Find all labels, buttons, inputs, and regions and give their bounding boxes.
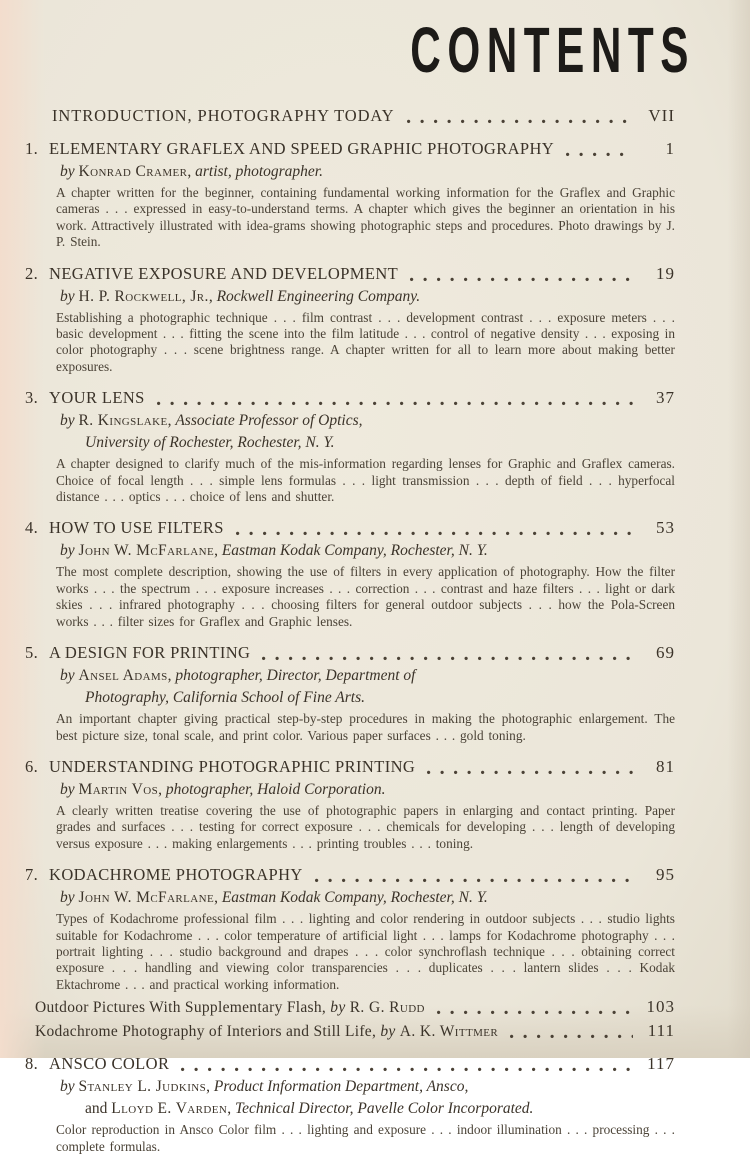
- text-segment: Photography, California School of Fine Arts.: [85, 689, 366, 707]
- entry-author-line: [60, 411, 675, 430]
- entry-title: UNDERSTANDING PHOTOGRAPHIC PRINTING: [49, 756, 416, 776]
- sub-entry-page-number: 103: [646, 997, 675, 1017]
- entry-description: An important chapter giving practical step-by-step procedures in making the photographic enlargement. The best picture size, tonal scale, and print color. Various paper surfaces . . . gold toning.: [56, 711, 675, 743]
- dot-leader: [437, 997, 633, 1017]
- toc-entry: [25, 139, 675, 251]
- text-segment: ,: [227, 1100, 235, 1118]
- entry-authors: [25, 888, 675, 907]
- entry-author-line: [85, 1099, 675, 1118]
- author-name: R. G. Rudd: [349, 999, 425, 1017]
- toc-intro-row: [52, 106, 675, 126]
- text-segment: ,: [158, 780, 166, 798]
- dot-leader: [410, 264, 633, 284]
- dot-leader: [315, 865, 633, 885]
- entry-description: The most complete description, showing the use of filters in every application of photography. How the filter works . . . the spectrum . . . exposure increases . . . correction . . . contrast and haze filters . . . light or dark skies . . . infrared photography . . . choosing filters for general outdoor subjects . . . how the Pola-Screen works . . . filter sizes for Graflex and Graphic lenses.: [56, 564, 675, 629]
- entry-title: KODACHROME PHOTOGRAPHY: [49, 865, 303, 885]
- author-name: John W. McFarlane: [78, 889, 215, 907]
- text-segment: ,: [214, 542, 222, 560]
- entry-heading-row: [25, 1054, 675, 1074]
- dot-leader: [510, 1021, 633, 1041]
- entry-author-line: [85, 688, 675, 707]
- text-segment: by: [60, 780, 79, 798]
- text-segment: artist, photographer.: [195, 163, 323, 180]
- entry-author-line: [60, 888, 675, 907]
- entry-authors: [25, 287, 675, 306]
- toc-entries: [25, 139, 675, 1155]
- entry-author-line: [60, 541, 675, 560]
- entry-description: Establishing a photographic technique . . . film contrast . . . development contrast . . . exposure meters . . . basic development . . . fitting the scene into the film latitude . . . control of negative density . . . exposing in color photography . . . scene brightness range. A chapter written for all to learn more about making better exposures.: [56, 309, 675, 374]
- author-name: Lloyd E. Varden: [111, 1100, 228, 1118]
- intro-page-number: VII: [648, 106, 675, 125]
- sub-entry-title: [35, 1023, 498, 1041]
- author-name: Ansel Adams: [78, 667, 168, 685]
- entry-title: HOW TO USE FILTERS: [49, 518, 224, 538]
- entry-number: 8.: [25, 1054, 39, 1074]
- entry-description: Types of Kodachrome professional film . . . lighting and color rendering in outdoor subjects . . . studio lights suitable for Kodachrome . . . color temperature of artificial light . . . lamps for Kodachrome photography . . . portrait lighting . . . studio background and drapes . . . color synchroflash technique . . . obtaining correct exposure . . . handling and viewing color transparencies . . . duplicates . . . lantern slides . . . Kodak Ektachrome . . . and practical working information.: [56, 911, 675, 992]
- entry-heading-row: [25, 388, 675, 408]
- text-segment: by: [60, 1078, 79, 1096]
- entry-page-number: 53: [656, 518, 675, 538]
- entry-heading-row: [25, 757, 675, 777]
- entry-title: YOUR LENS: [49, 388, 145, 408]
- text-segment: Eastman Kodak Company, Rochester, N. Y.: [221, 542, 488, 560]
- entry-page-number: 81: [656, 756, 675, 776]
- entry-description: Color reproduction in Ansco Color film . . . lighting and exposure . . . indoor illumination . . . processing . . . complete formulas.: [56, 1122, 675, 1154]
- text-segment: Rockwell Engineering Company.: [216, 287, 421, 305]
- entry-authors: [25, 541, 675, 560]
- entry-number: 6.: [25, 756, 39, 776]
- text-segment: Associate Professor of Optics,: [175, 412, 363, 430]
- entry-page-number: 95: [656, 865, 675, 885]
- entry-page-number: 69: [656, 643, 675, 663]
- dot-leader: [157, 388, 633, 408]
- entry-authors: [25, 780, 675, 799]
- entry-description: A chapter designed to clarify much of the mis-information regarding lenses for Graphic and Graflex cameras. Choice of focal length . . . simple lens formulas . . . light transmission . . . depth of field . . . hyperfocal distance . . . optics . . . choice of lens and shutter.: [56, 456, 675, 505]
- author-name: John W. McFarlane: [78, 542, 215, 560]
- author-name: H. P. Rockwell, Jr.: [78, 287, 209, 305]
- entry-title: ANSCO COLOR: [49, 1054, 170, 1074]
- text-segment: Outdoor Pictures With Supplementary Flash,: [35, 999, 331, 1017]
- entry-authors: [25, 1077, 675, 1118]
- entry-authors: [25, 162, 675, 181]
- sub-entry-title: [35, 999, 425, 1017]
- entry-title: NEGATIVE EXPOSURE AND DEVELOPMENT: [49, 263, 399, 283]
- entry-number: 4.: [25, 518, 39, 538]
- entry-page-number: 117: [647, 1054, 675, 1074]
- text-segment: Eastman Kodak Company, Rochester, N. Y.: [221, 889, 488, 907]
- entry-title: A DESIGN FOR PRINTING: [49, 643, 251, 663]
- entry-number: 5.: [25, 643, 39, 663]
- entry-number: 2.: [25, 263, 39, 283]
- entry-description: A chapter written for the beginner, containing fundamental working information for the Graflex and Graphic cameras . . . expressed in easy-to-understand terms. A chapter which gives the beginner an orientation in his work. Attractively illustrated with idea-grams showing photographic steps and procedures. Photo drawings by J. P. Stein.: [56, 185, 675, 250]
- toc-entry: [25, 643, 675, 744]
- entry-author-line: [85, 433, 675, 452]
- text-segment: photographer, Director, Department of: [175, 667, 416, 685]
- dot-leader: [262, 643, 633, 663]
- entry-author-line: [60, 287, 675, 306]
- text-segment: photographer, Haloid Corporation.: [165, 780, 386, 798]
- text-segment: by: [60, 889, 79, 907]
- toc-entry: [25, 264, 675, 376]
- text-segment: ,: [206, 1078, 214, 1096]
- text-segment: Kodachrome Photography of Interiors and Still Life,: [35, 1023, 381, 1041]
- entry-description: A clearly written treatise covering the use of photographic papers in enlarging and contact printing. Paper grades and surfaces . . . testing for correct exposure . . . chemicals for developing . . . length of developing versus exposure . . . making enlargements . . . printing troubles . . . toning.: [56, 802, 675, 851]
- text-segment: Product Information Department, Ansco,: [213, 1078, 469, 1096]
- dot-leader: [181, 1054, 633, 1074]
- entry-title: ELEMENTARY GRAFLEX AND SPEED GRAPHIC PHOTOGRAPHY: [49, 139, 555, 158]
- author-name: Konrad Cramer: [78, 163, 188, 180]
- entry-number: 1.: [25, 139, 39, 158]
- intro-label: INTRODUCTION, PHOTOGRAPHY TODAY: [52, 106, 395, 125]
- toc-entry: [25, 757, 675, 852]
- text-segment: by: [60, 287, 79, 305]
- toc-sub-entry-row: [35, 997, 675, 1017]
- entry-author-line: [60, 162, 675, 181]
- page-title: CONTENTS: [410, 14, 695, 86]
- author-name: Stanley L. Judkins: [78, 1078, 207, 1096]
- text-segment: by: [60, 412, 79, 430]
- entry-number: 3.: [25, 388, 39, 408]
- dot-leader: [427, 757, 633, 777]
- toc-entry: [25, 388, 675, 505]
- entry-heading-row: [25, 518, 675, 538]
- toc-sub-entry-row: [35, 1021, 675, 1041]
- text-segment: and: [85, 1100, 112, 1118]
- text-segment: University of Rochester, Rochester, N. Y.: [85, 434, 335, 452]
- entry-author-line: [60, 666, 675, 685]
- entry-page-number: 1: [665, 139, 675, 158]
- text-segment: by: [60, 163, 79, 180]
- entry-authors: [25, 666, 675, 707]
- entry-page-number: 19: [656, 263, 675, 283]
- toc-entry: [25, 865, 675, 1041]
- author-name: R. Kingslake: [78, 412, 168, 430]
- text-segment: by: [380, 1023, 400, 1041]
- text-segment: by: [60, 542, 79, 560]
- text-segment: by: [330, 999, 350, 1017]
- dot-leader: [566, 139, 633, 159]
- text-segment: by: [60, 667, 79, 685]
- toc-entry: [25, 1054, 675, 1155]
- sub-entry-page-number: 111: [647, 1021, 675, 1041]
- entry-extra-rows: [25, 997, 675, 1041]
- toc-entry: [25, 518, 675, 630]
- entry-number: 7.: [25, 865, 39, 885]
- text-segment: ,: [214, 889, 222, 907]
- entry-heading-row: [25, 643, 675, 663]
- author-name: A. K. Wittmer: [399, 1023, 499, 1041]
- entry-heading-row: [25, 139, 675, 159]
- entry-heading-row: [25, 264, 675, 284]
- text-segment: ,: [187, 163, 196, 180]
- text-segment: ,: [208, 287, 217, 305]
- entry-heading-row: [25, 865, 675, 885]
- entry-author-line: [60, 1077, 675, 1096]
- entry-authors: [25, 411, 675, 452]
- dot-leader: [236, 518, 633, 538]
- text-segment: Technical Director, Pavelle Color Incorporated.: [234, 1100, 534, 1118]
- dot-leader: [407, 106, 634, 126]
- text-segment: ,: [167, 412, 176, 430]
- entry-author-line: [60, 780, 675, 799]
- text-segment: ,: [167, 667, 176, 685]
- author-name: Martin Vos: [78, 780, 159, 798]
- entry-page-number: 37: [656, 388, 675, 408]
